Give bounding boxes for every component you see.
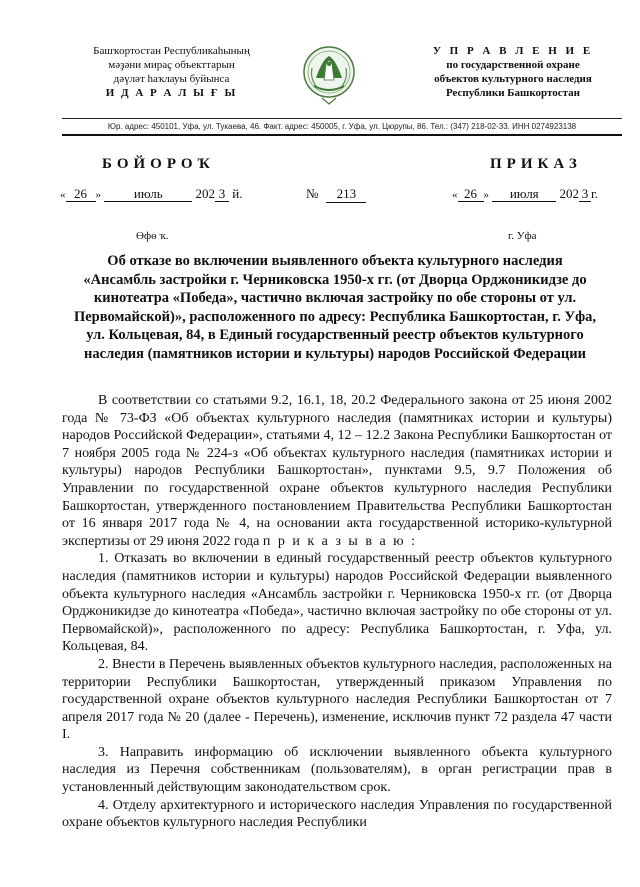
date-right-close-quote: » <box>483 189 489 201</box>
doc-title-russian: ПРИКАЗ <box>490 156 582 172</box>
header-russian-authority <box>410 44 616 100</box>
header-right-line2: по государственной охране <box>446 59 580 71</box>
date-bashkir <box>60 186 242 202</box>
date-left-close-quote: » <box>95 189 101 201</box>
header-left-line1: Башҡортостан Республикаһының <box>93 45 250 57</box>
doc-title-bashkir: БОЙОРОҠ <box>102 156 215 172</box>
date-russian <box>452 186 598 202</box>
header-divider-thin <box>62 118 622 119</box>
header-left-line3: дәүләт һаҡлауы буйынса <box>113 73 230 85</box>
header-right-line4: Республики Башкортостан <box>445 87 581 99</box>
body-item-2: 2. Внести в Перечень выявленных объектов культурного наследия, расположенных на территории Республики Башкортостан, утвержденный приказом Управления по государственной охране объектов культурного наследия Республики Башкортостан от 7 апреля 2017 года № 20 (далее - Перечень), изменение, исключив пункт 72 раздела 47 части I. <box>62 656 612 743</box>
date-right-year-digit: 3 <box>579 187 591 202</box>
date-left-open-quote: « <box>60 189 66 201</box>
body-item-3: 3. Направить информацию об исключении выявленного объекта культурного наследия из Перечня собственникам (пользователям), в орган регистрации прав в установленный действующим законодательством срок. <box>62 744 612 796</box>
bashkortostan-emblem-icon <box>302 38 356 110</box>
header-right-line3: объектов культурного наследия <box>434 73 592 85</box>
order-body <box>62 392 612 832</box>
date-right-day: 26 <box>458 187 484 202</box>
body-order-word: п р и к а з ы в а ю : <box>262 533 417 549</box>
date-left-suffix: й. <box>232 186 243 201</box>
date-right-month: июля <box>492 187 556 202</box>
body-intro-text: В соответствии со статьями 9.2, 16.1, 18, 20.2 Федерального закона от 25 июня 2002 года № 73-ФЗ «Об объектах культурного наследия (памятниках истории и культуры) народов Российской Федерации», статьями 4, 12 – 12.2 Закона Республики Башкортостан от 7 ноября 2005 года № 224-з «Об объектах культурного наследия (памятниках истории и культуры) народов Республики Башкортостан», пунктами 9.5, 9.7 Положения об Управлении по государственной охране объектов культурного наследия Республики Башкортостан, утвержденного постановлением Правительства Республики Башкортостан от 16 января 2017 года № 4, на основании акта государственной историко-культурной экспертизы от 29 июня 2022 года <box>62 393 612 549</box>
order-number <box>306 186 366 203</box>
header-bashkir-authority <box>64 44 279 100</box>
place-russian: г. Уфа <box>508 230 537 242</box>
place-bashkir: Өфө ҡ. <box>136 230 169 242</box>
date-left-month: июль <box>104 187 192 202</box>
date-left-year-digit: 3 <box>215 187 229 202</box>
header-right-line1: У П Р А В Л Е Н И Е <box>432 45 594 57</box>
order-heading: Об отказе во включении выявленного объекта культурного наследия «Ансамбль застройки г. Черниковска 1950-х гг. (от Дворца Орджоникидзе до кинотеатра «Победа», частично включая застройку по обе стороны от ул. Первомайской)», расположенного по адресу: Республика Башкортостан, г. Уфа, ул. Кольцевая, 84, в Единый государственный реестр объектов культурного наследия (памятников истории и культуры) народов Российской Федерации <box>73 253 597 362</box>
body-item-4: 4. Отделу архитектурного и исторического наследия Управления по государственной охране объектов культурного наследия Республики <box>62 797 612 831</box>
date-left-year-prefix: 202 <box>195 186 215 201</box>
date-right-open-quote: « <box>452 189 458 201</box>
date-left-day: 26 <box>66 187 96 202</box>
header-divider-thick <box>62 134 622 136</box>
order-number-sign: № <box>306 186 319 201</box>
date-right-year-prefix: 202 <box>559 186 579 201</box>
order-number-value: 213 <box>326 186 366 203</box>
body-item-1: 1. Отказать во включении в единый государственный реестр объектов культурного наследия (памятников истории и культуры) народов Российской Федерации выявленного объекта культурного наследия «Ансамбль застройки г. Черниковска 1950-х гг. (от Дворца Орджоникидзе до кинотеатра «Победа», частично включая застройку по обе стороны от ул. Первомайской)», расположенного по адресу: Республика Башкортостан, г. Уфа, ул. Кольцевая, 84. <box>62 551 612 655</box>
legal-address: Юр. адрес: 450101, Уфа, ул. Тукаева, 46. Факт. адрес: 450005, г. Уфа, ул. Цюрупы, 86. Тел.: (347) 218-02-33. ИНН 0274923138 <box>107 122 577 131</box>
date-right-suffix: г. <box>591 186 599 201</box>
header-left-line4: И Д А Р А Л Ы Ғ Ы <box>105 87 238 99</box>
header-left-line2: мәҙәни мираҫ объекттарын <box>108 59 235 71</box>
body-intro-paragraph <box>62 392 612 550</box>
